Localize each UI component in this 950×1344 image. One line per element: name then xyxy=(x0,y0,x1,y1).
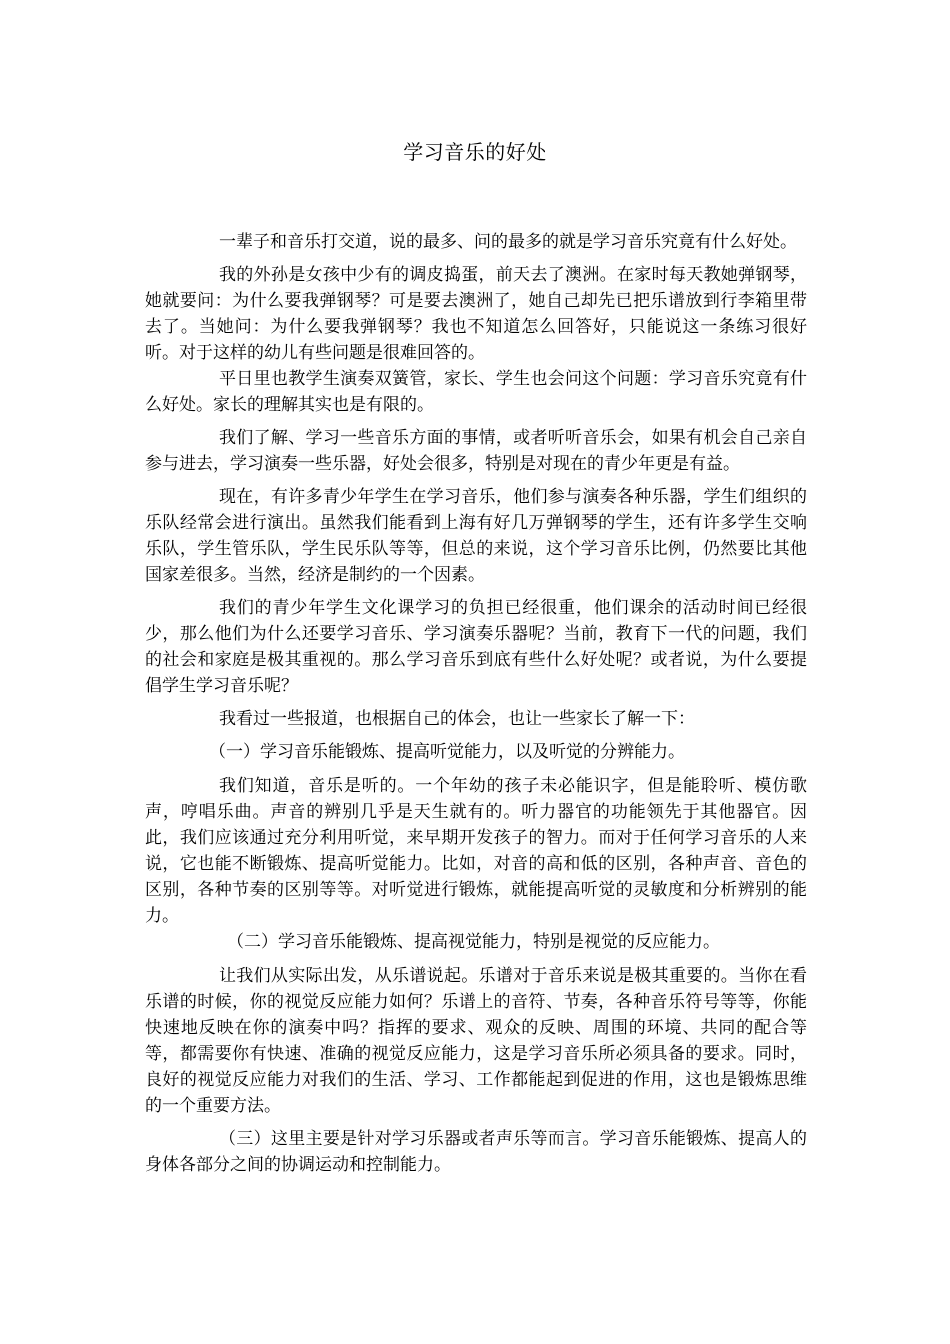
paragraph-intro: 一辈子和音乐打交道，说的最多、问的最多的就是学习音乐究竟有什么好处。 xyxy=(219,232,797,252)
paragraph-grandchild: 我的外孙是女孩中少有的调皮捣蛋，前天去了澳洲。在家时每天教她弹钢琴，她就要问：为什么要我弹钢琴？可是要去澳洲了，她自己却先已把乐谱放到行李箱里带去了。当她问：为什么要我弹钢琴？我也不知道怎么回答好，只能说这一条练习很好听。对于这样的幼儿有些问题是很难回答的。 xyxy=(145,265,807,363)
section-text-hearing: 我们知道，音乐是听的。一个年幼的孩子未必能识字，但是能聆听、模仿歌声，哼唱乐曲。声音的辨别几乎是天生就有的。听力器官的功能领先于其他器官。因此，我们应该通过充分利用听觉，来早期开发孩子的智力。而对于任何学习音乐的人来说，它也能不断锻炼、提高听觉能力。比如，对音的高和低的区别，各种声音、音色的区别，各种节奏的区别等等。对听觉进行锻炼，就能提高听觉的灵敏度和分析辨别的能力。 xyxy=(145,776,807,926)
paragraph-student-burden: 我们的青少年学生文化课学习的负担已经很重，他们课余的活动时间已经很少，那么他们为什么还要学习音乐、学习演奏乐器呢？当前，教育下一代的问题，我们的社会和家庭是极其重视的。那么学习音乐到底有些什么好处呢？或者说，为什么要提倡学生学习音乐呢？ xyxy=(145,598,807,696)
paragraph-oboe-students: 平日里也教学生演奏双簧管，家长、学生也会问这个问题：学习音乐究竟有什么好处。家长的理解其实也是有限的。 xyxy=(145,369,807,415)
paragraph-reports: 我看过一些报道，也根据自己的体会，也让一些家长了解一下： xyxy=(219,709,695,729)
document-body xyxy=(145,229,807,1185)
section-heading-hearing: （一）学习音乐能锻炼、提高听觉能力，以及听觉的分辨能力。 xyxy=(209,742,685,762)
section-heading-coordination: （三）这里主要是针对学习乐器或者声乐等而言。学习音乐能锻炼、提高人的身体各部分之间的协调运动和控制能力。 xyxy=(145,1129,807,1175)
document-title: 学习音乐的好处 xyxy=(403,140,547,164)
section-heading-vision: （二）学习音乐能锻炼、提高视觉能力，特别是视觉的反应能力。 xyxy=(227,932,720,952)
paragraph-current-situation: 现在，有许多青少年学生在学习音乐，他们参与演奏各种乐器，学生们组织的乐队经常会进行演出。虽然我们能看到上海有好几万弹钢琴的学生，还有许多学生交响乐队，学生管乐队，学生民乐队等等，但总的来说，这个学习音乐比例，仍然要比其他国家差很多。当然，经济是制约的一个因素。 xyxy=(145,487,807,585)
section-text-vision: 让我们从实际出发，从乐谱说起。乐谱对于音乐来说是极其重要的。当你在看乐谱的时候，你的视觉反应能力如何？乐谱上的音符、节奏，各种音乐符号等等，你能快速地反映在你的演奏中吗？指挥的要求、观众的反映、周围的环境、共同的配合等等，都需要你有快速、准确的视觉反应能力，这是学习音乐所必须具备的要求。同时，良好的视觉反应能力对我们的生活、学习、工作都能起到促进的作用，这也是锻炼思维的一个重要方法。 xyxy=(145,966,807,1116)
paragraph-benefits: 我们了解、学习一些音乐方面的事情，或者听听音乐会，如果有机会自己亲自参与进去，学习演奏一些乐器，好处会很多，特别是对现在的青少年更是有益。 xyxy=(145,428,807,474)
